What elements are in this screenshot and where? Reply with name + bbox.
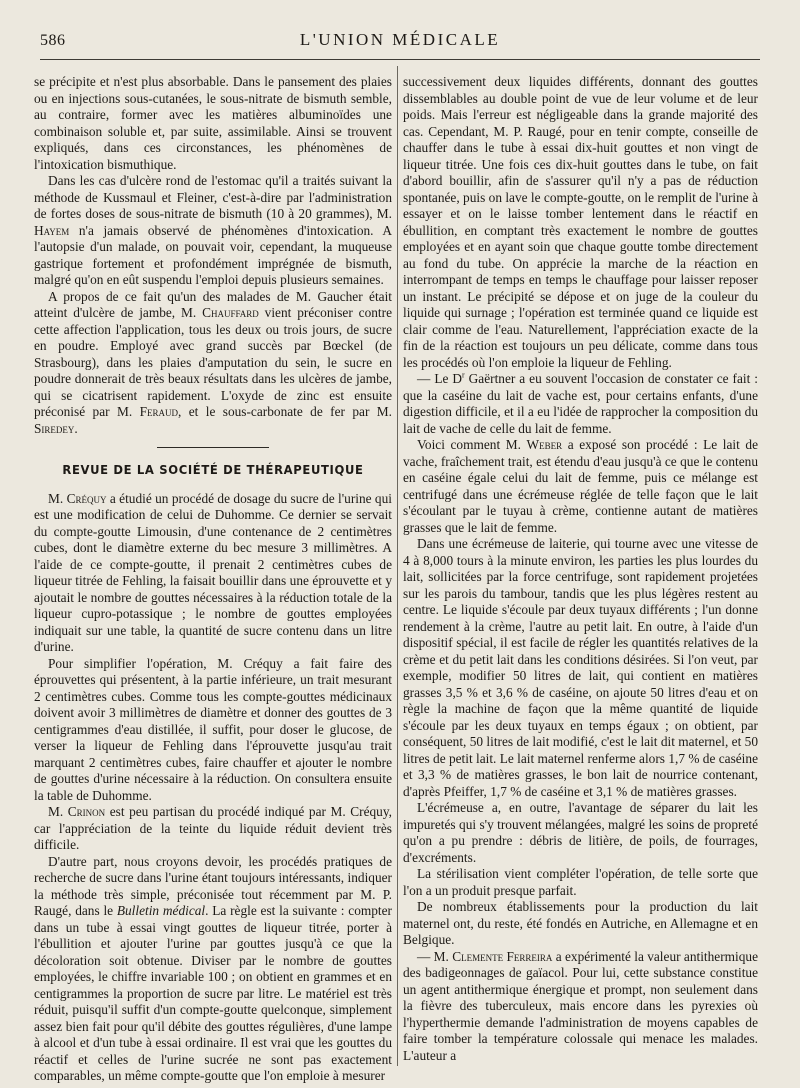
page-number: 586	[40, 32, 66, 49]
text-run: a exposé son procédé : Le lait de vache, fraîchement trait, est étendu d'eau jusqu'à ce que le contenu en caséine égale celui du lait de femme, puis ce mélange est centrifugé dans une écrémeuse réglée de telle façon que le lait s'écoulant par le tuyau à crème, contienne autant de matières grasses que le lait de femme.	[403, 437, 758, 535]
text-run: .	[74, 420, 78, 436]
text-run: L'écrémeuse a, en outre, l'avantage de séparer du lait les impuretés qui s'y trouvent mélangées, malgré les soins de propreté qu'on a pu prendre : débris de litière, de poils, de fourrages, d'excréments.	[403, 800, 758, 865]
paragraph	[403, 437, 758, 536]
paragraph	[403, 949, 758, 1065]
text-run: M.	[48, 490, 67, 506]
paragraph	[403, 74, 758, 371]
text-run: A propos de ce fait qu'un des malades de M. Gaucher était atteint d'ulcère de jambe, M.	[34, 288, 392, 320]
text-run: D'autre part, nous croyons devoir, les procédés pratiques de recherche de sucre dans l'urine étant toujours intéressants, indiquer la méthode très simple, préconisée tout récemment par M. P. Raugé, dans le	[34, 853, 392, 918]
paragraph	[403, 536, 758, 800]
header-rule	[40, 59, 760, 60]
text-run: n'a jamais observé de phénomènes d'intoxication. A l'autopsie d'un malade, on pouvait voir, cependant, la muqueuse gastrique fortement et profondément imprégnée de bismuth, malgré qu'on en eût suspendu l'emploi depuis plusieurs semaines.	[34, 222, 392, 287]
column-divider	[397, 66, 398, 1066]
text-run: La stérilisation vient compléter l'opération, de telle sorte que l'on a un produit presque parfait.	[403, 866, 758, 898]
author-name: Créquy	[66, 490, 107, 506]
paragraph	[403, 800, 758, 866]
paragraph	[34, 289, 392, 438]
text-run: Dans une écrémeuse de laiterie, qui tourne avec une vitesse de 4 à 8,000 tours à la minute environ, les parties les plus lourdes du lait, sollicitées par la force centrifuge, sont rapidement projetées sur les parois du tambour, tandis que les plus légères restent au centre. Le liquide s'écoule par deux tuyaux différents ; l'un donne rendement à la crème, l'autre au petit lait. En outre, à l'aide d'un dispositif spécial, il est facile de régler les quantités relatives de la crème et du petit lait dans les conditions désirées. Si l'on veut, par exemple, modifier 50 litres de lait, qui contient en matières grasses 3,5 % et 3,6 % de caséine, on ajoute 50 litres d'eau et on règle la machine de façon que la même quantité de liquide s'écoule par les deux tuyaux en temps égaux ; on obtient, par conséquent, 50 litres de lait modifié, c'est le lait dit maternel, et 50 litres de petit lait. Le lait maternel renferme alors 1,7 % de caséine et 3,3 % de matières grasses, le bon lait de nourrice contenant, d'après Pfeiffer, 1,7 % de caséine et 3,1 % de matières grasses.	[403, 536, 758, 799]
paragraph	[403, 866, 758, 899]
author-name: Hayem	[34, 222, 70, 238]
paragraph	[403, 371, 758, 437]
paragraph	[34, 656, 392, 805]
text-run: Pour simplifier l'opération, M. Créquy a fait faire des éprouvettes qui présentent, à la partie inférieure, un trait mesurant 2 centimètres cubes. Comme tous les compte-gouttes médicinaux doivent avoir 3 millimètres de diamètre et donner des gouttes de 3 centigrammes d'eau distillée, il suffit, pour doser le glucose, de verser la liqueur de Fehling dans l'éprouvette jusqu'au trait marquant 2 centimètres cubes, faire chauffer et ajouter le nombre de gouttes d'urine nécessaire à la réduction. On consultera ensuite la table de Duhomme.	[34, 655, 392, 803]
text-run: se précipite et n'est plus absorbable. Dans le pansement des plaies ou en injections sous-cutanées, le sous-nitrate de bismuth semble, au contraire, former avec les matières albuminoïdes une combinaison soluble et, par suite, assimilable. Ainsi se trouvent expliqués, dans ces circonstances, les phénomènes de l'intoxication bismuthique.	[34, 74, 392, 172]
author-name: Clemente Ferreira	[452, 948, 553, 964]
right-column	[403, 74, 758, 1066]
paragraph	[34, 173, 392, 289]
text-run: De nombreux établissements pour la production du lait maternel ont, du reste, été fondés en Autriche, en Allemagne et en Belgique.	[403, 899, 758, 947]
author-name: Weber	[526, 437, 563, 452]
journal-title: Bulletin médical	[116, 903, 206, 918]
text-run: . La règle est la suivante : compter dans un tube à essai vingt gouttes de liqueur titrée, porter à l'ébullition et ajouter l'urine par gouttes jusqu'à ce que la décoloration soit obtenue. Diviser par le nombre de gouttes employées, le chiffre invariable 100 ; on obtient en grammes et en centigrammes la proportion de sucre par litre. Le matériel est très réduit, puisqu'il suffit d'un compte-goutte quelconque, simplement assez bien fait pour qu'il débite des gouttes régulières, d'une lampe à alcool et d'un tube à essai ordinaire. Il est vrai que les gouttes du réactif et celles de l'urine sucrée ne sont pas exactement comparables, un même compte-goutte que l'on emploie à mesurer	[34, 903, 392, 1083]
paragraph	[34, 854, 392, 1085]
author-name: Feraud	[139, 404, 178, 419]
author-name: Crinon	[67, 804, 106, 819]
left-column	[34, 74, 393, 1083]
section-title: REVUE DE LA SOCIÉTÉ DE THÉRAPEUTIQUE	[62, 462, 364, 477]
text-run: successivement deux liquides différents, donnant des gouttes dissemblables au double point de vue de leur volume et de leur poids. Mais l'erreur est négligeable dans la grande majorité des cas. Cependant, M. P. Raugé, pour en tenir compte, conseille de chauffer dans le tube à essai dix-huit gouttes et non vingt de liqueur titrée. Une fois ces dix-huit gouttes dans le tube, on fait d'abord bouillir, afin de s'assurer qu'il n'y a pas de réduction spontanée, puis on lave le compte-goutte, on le remplit de l'urine à essayer et on le laisse tomber lentement dans le réactif en ébullition, en comptant très exactement le nombre de gouttes employées et en ayant soin que chaque goutte tombe directement au fond du tube. On apprécie la marche de la réaction en interrompant de temps en temps le chauffage pour laisser reposer un instant. Le précipité se dépose et on juge de la couleur du liquide qui surnage ; l'opération est terminée quand ce liquide est clair comme de l'eau. Naturellement, l'appréciation exacte de la fin de la réaction est toujours un peu délicate, comme dans tous les procédés où l'on emploie la liqueur de Fehling.	[403, 74, 758, 370]
text-run: a étudié un procédé de dosage du sucre de l'urine qui est une modification de celui de Duhomme. Ce dernier se servait du compte-goutte Limousin, d'une contenance de 2 centimètres cubes, dont le diamètre externe du bec mesure 3 millimètres. A l'aide de ce compte-goutte, il prenait 2 centimètres cubes de liqueur titrée de Fehling, la faisait bouillir dans une éprouvette et y ajoutait le nombre de gouttes nécessaires à la réduction totale de la liqueur cupro-potassique ; le nombre de gouttes employées indiquait sur une table, la quantité de sucre contenu dans un litre d'urine.	[34, 490, 392, 654]
paragraph	[34, 804, 392, 854]
paragraph	[403, 899, 758, 949]
author-name: Chauffard	[202, 305, 259, 320]
superscript: r	[462, 370, 465, 380]
text-run: , et le sous-carbonate de fer par M.	[177, 404, 393, 419]
text-run: est peu partisan du procédé indiqué par M. Créquy, car l'appréciation de la teinte du liquide réduit devient très difficile.	[34, 804, 392, 852]
text-run: — M.	[417, 948, 453, 964]
paragraph	[34, 491, 392, 656]
text-run: vient préconiser contre cette affection l'application, tous les deux ou trois jours, de sucre en poudre. Employé avec grand succès par Bœckel (de Strasbourg), dans les plaies d'amputation du sein, le sucre en poudre donnerait de très beaux résultats dans les ulcères de jambe, qui se cicatrisent rapidement. L'oxyde de zinc est ensuite préconisé par M.	[34, 305, 392, 419]
text-run: Gaërtner a eu souvent l'occasion de constater ce fait : que la caséine du lait de vache est, pour certains enfants, d'une digestion difficile, et il a eu l'idée de rapprocher la composition du lait de vache de celle du lait de femme.	[403, 371, 758, 436]
author-name: Siredey	[34, 420, 75, 436]
text-run: a expérimenté la valeur antithermique des badigeonnages de gaïacol. Pour lui, cette substance constitue un agent antithermique énergique et prompt, non seulement dans la fièvre des tuberculeux, mais encore dans les pyrexies où l'hyperthermie demande l'administration de moyens capables de faire tomber la température colossale qui menace les malades. L'auteur a	[403, 948, 758, 1063]
section-separator	[157, 447, 269, 448]
text-run: M.	[48, 804, 68, 819]
text-run: Voici comment M.	[417, 437, 527, 452]
page-header	[40, 30, 760, 54]
text-run: Dans les cas d'ulcère rond de l'estomac qu'il a traités suivant la méthode de Kussmaul et Fleiner, c'est-à-dire par l'administration de fortes doses de sous-nitrate de bismuth (10 à 20 grammes), M.	[34, 173, 392, 221]
text-run: — Le D	[417, 371, 462, 386]
running-title: L'UNION MÉDICALE	[299, 30, 501, 49]
paragraph	[34, 74, 392, 173]
